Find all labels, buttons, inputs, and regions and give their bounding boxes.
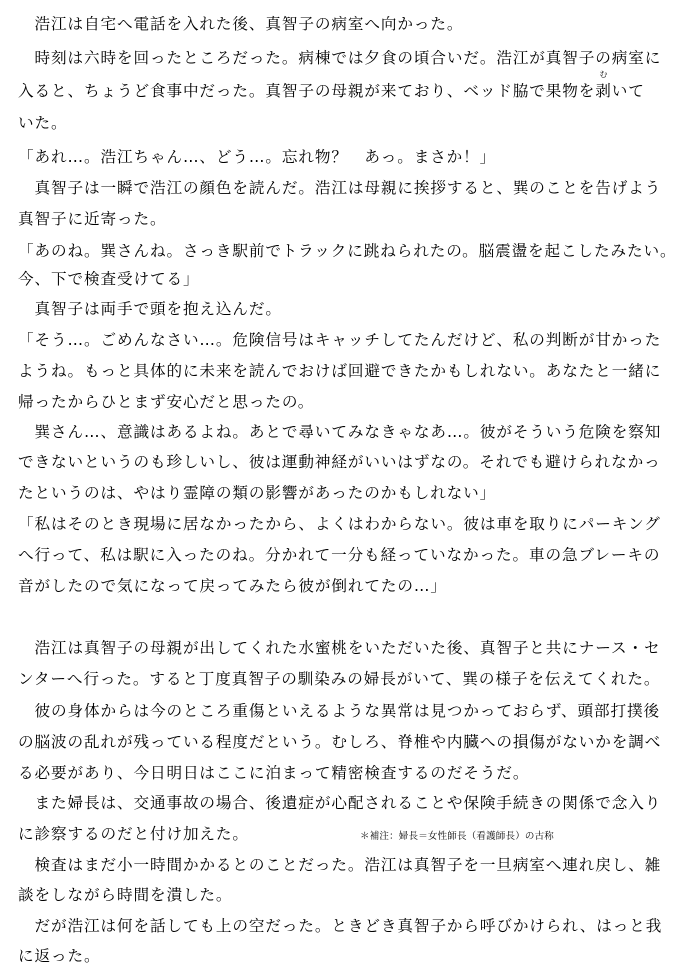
text-line: 浩江は真智子の母親が出してくれた水蜜桃をいただいた後、真智子と共にナース・セ: [18, 639, 661, 657]
text-line: へ行って、私は駅に入ったのね。分かれて一分も経っていなかった。車の急ブレーキの: [18, 546, 661, 564]
text-line-segment: いて: [611, 82, 645, 100]
text-line: ンターへ行った。すると丁度真智子の馴染みの婦長がいて、巽の様子を伝えてくれた。: [18, 670, 661, 688]
text-line: ようね。もっと具体的に未来を読んでおけば回避できたかもしれない。あなたと一緒に: [18, 362, 662, 380]
text-line: る必要があり、今日明日はここに泊まって精密検査するのだそうだ。: [18, 764, 530, 782]
text-line: に診察するのだと付け加えた。: [18, 825, 249, 843]
ruby-base: 剥: [595, 82, 612, 100]
text-line: 「そう…。ごめんなさい…。危険信号はキャッチしてたんだけど、私の判断が甘かった: [18, 331, 662, 349]
text-line: 「私はそのとき現場に居なかったから、よくはわからない。彼は車を取りにパーキング: [18, 515, 661, 533]
footnote: ＊補注：婦長＝女性師長（看護師長）の古称: [360, 831, 555, 842]
ruby-annotation: [595, 70, 612, 102]
text-line: 今、下で検査受けてる」: [18, 270, 200, 288]
text-line: 時刻は六時を回ったところだった。病棟では夕食の頃合いだ。浩江が真智子の病室に: [18, 49, 662, 67]
text-line: 真智子は一瞬で浩江の顔色を読んだ。浩江は母親に挨拶すると、巽のことを告げよう: [18, 179, 662, 197]
text-line: 検査はまだ小一時間かかるとのことだった。浩江は真智子を一旦病室へ連れ戻し、雑: [18, 856, 662, 874]
text-line: 真智子に近寄った。: [18, 210, 167, 228]
text-line: 浩江は自宅へ電話を入れた後、真智子の病室へ向かった。: [18, 15, 464, 33]
text-line: たというのは、やはり霊障の類の影響があったのかもしれない」: [18, 484, 497, 502]
text-line: 「あれ…。浩江ちゃん…、どう…。忘れ物？ あっ。まさか！」: [18, 148, 497, 166]
text-line: 真智子は両手で頭を抱え込んだ。: [18, 300, 282, 318]
text-line: に返った。: [18, 947, 101, 965]
text-line: 音がしたので気になって戻ってみたら彼が倒れてたの…」: [18, 577, 447, 595]
text-line-with-ruby: [18, 70, 645, 102]
text-line-segment: 入ると、ちょうど食事中だった。真智子の母親が来ており、ベッド脇で果物を: [18, 82, 596, 100]
text-line: 談をしながら時間を潰した。: [18, 886, 233, 904]
ruby-reading: む: [599, 70, 608, 79]
text-line: 彼の身体からは今のところ重傷といえるような異常は見つかっておらず、頭部打撲後: [18, 702, 661, 720]
text-line: だが浩江は何を話しても上の空だった。ときどき真智子から呼びかけられ、はっと我: [18, 917, 663, 935]
text-line: できないというのも珍しいし、彼は運動神経がいいはずなの。それでも避けられなかっ: [18, 453, 661, 471]
text-line: 「あのね。巽さんね。さっき駅前でトラックに跳ねられたの。脳震盪を起こしたみたい。: [18, 242, 677, 260]
text-line: 巽さん…、意識はあるよね。あとで尋いてみなきゃなあ…。彼がそういう危険を察知: [18, 423, 662, 441]
text-line: の脳波の乱れが残っている程度だという。むしろ、脊椎や内臓への損傷がないかを調べ: [18, 733, 662, 751]
text-line: また婦長は、交通事故の場合、後遺症が心配されることや保険手続きの関係で念入り: [18, 794, 662, 812]
text-line: いた。: [18, 114, 68, 132]
text-line: 帰ったからひとまず安心だと思ったの。: [18, 393, 315, 411]
